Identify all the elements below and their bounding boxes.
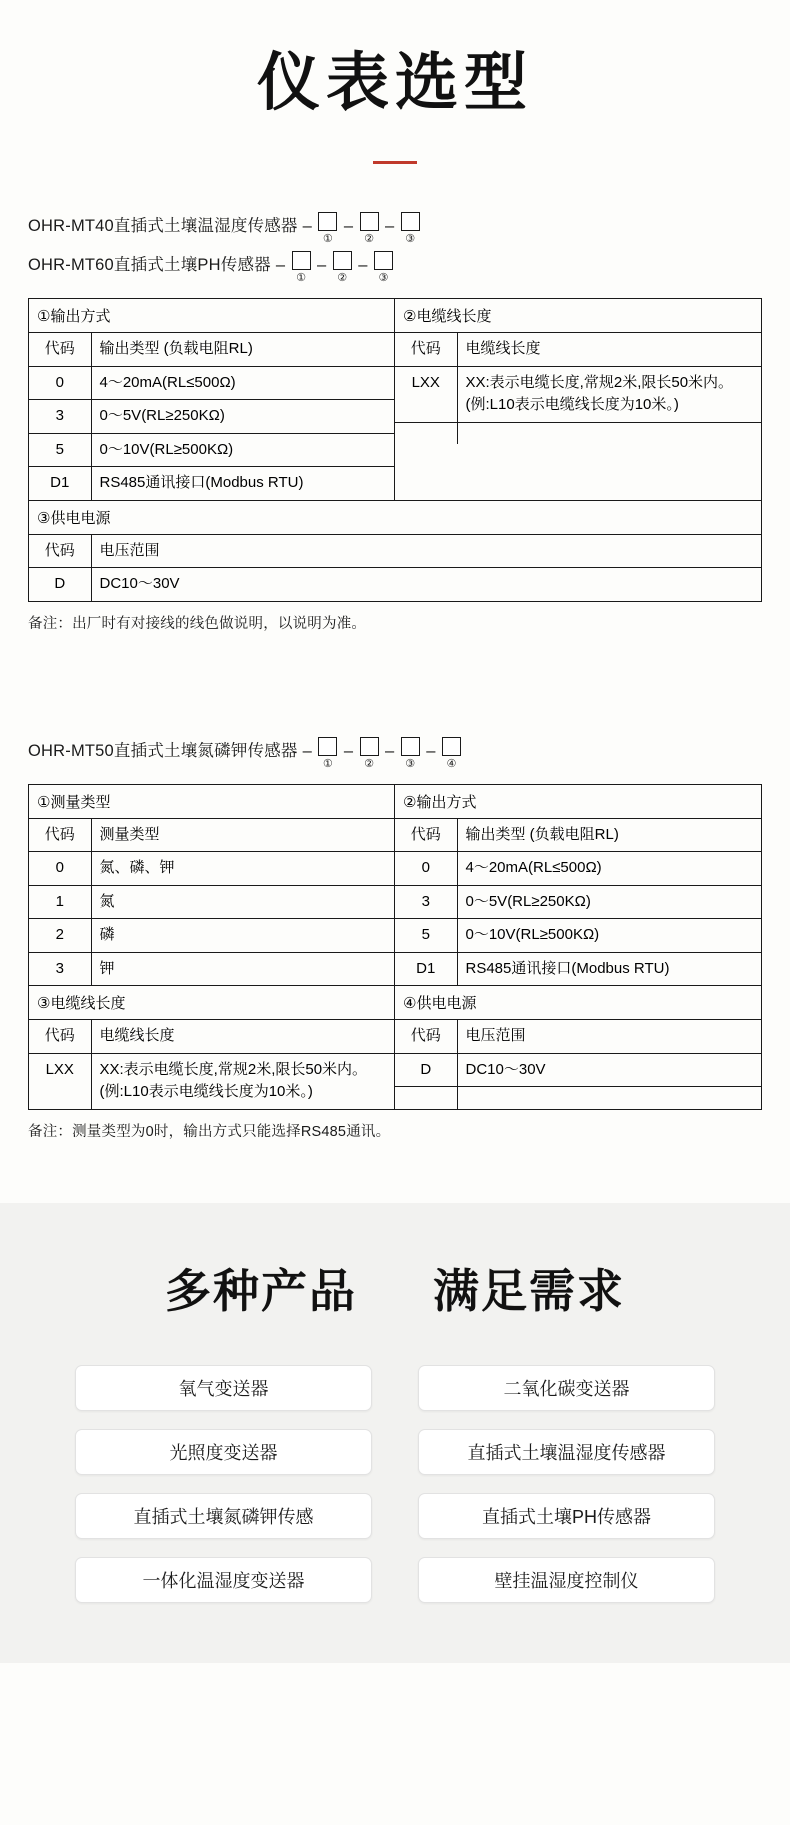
table-row xyxy=(395,1053,761,1087)
cell-code: 3 xyxy=(395,885,457,919)
table-row xyxy=(29,366,394,400)
model-slot[interactable] xyxy=(440,737,462,770)
slot-box[interactable] xyxy=(401,737,420,756)
header-code: 代码 xyxy=(395,819,457,852)
table-header-row xyxy=(395,1020,761,1053)
cell-value: DC10～30V xyxy=(457,1053,761,1087)
cell-value: DC10～30V xyxy=(99,575,180,593)
model-slot[interactable] xyxy=(372,251,394,284)
table-header-row xyxy=(395,819,761,852)
slot-box[interactable] xyxy=(318,212,337,231)
products-title-left: 多种产品 xyxy=(164,1263,357,1318)
table2-note: 备注：测量类型为0时，输出方式只能选择RS485通讯。 xyxy=(28,1123,391,1140)
title-divider xyxy=(373,161,417,164)
slot-number: ③ xyxy=(378,272,389,285)
cell-value: 0～5V(RL≥250KΩ) xyxy=(457,885,761,919)
slot-box[interactable] xyxy=(442,737,461,756)
slot-box[interactable] xyxy=(360,737,379,756)
header-voltage: 电压范围 xyxy=(457,1020,761,1053)
output-mode-table xyxy=(29,333,394,500)
slot-number: ② xyxy=(364,233,374,246)
cell-code: 3 xyxy=(29,952,91,985)
table-header-row xyxy=(29,819,394,852)
cell-code: 3 xyxy=(29,400,91,434)
model-code-line xyxy=(28,737,790,770)
dash-separator: – xyxy=(343,217,354,236)
model-slot[interactable] xyxy=(331,251,353,284)
table-header-row xyxy=(29,333,394,366)
cell-code: 0 xyxy=(29,366,91,400)
dash-separator: – xyxy=(385,741,395,760)
table1-top-panels xyxy=(29,299,761,500)
header-type: 输出类型 (负载电阻RL) xyxy=(91,333,394,366)
cell-code: 1 xyxy=(29,885,91,919)
table-row xyxy=(395,852,761,886)
slot-box[interactable] xyxy=(318,737,337,756)
dash-separator: – xyxy=(275,256,286,275)
slot-box[interactable] xyxy=(333,251,352,270)
panel-title: ②输出方式 xyxy=(395,785,761,819)
panel-title: ②电缆线长度 xyxy=(395,299,761,333)
product-item[interactable]: 直插式土壤温湿度传感器 xyxy=(418,1429,715,1475)
product-list xyxy=(75,1365,715,1603)
slot-number: ③ xyxy=(405,233,416,246)
header-length: 电缆线长度 xyxy=(91,1020,394,1053)
page-title: 仪表选型 xyxy=(257,46,533,119)
panel-title: ①测量类型 xyxy=(29,785,394,819)
power-supply-table xyxy=(29,535,761,601)
cell-value: RS485通讯接口(Modbus RTU) xyxy=(99,474,304,492)
cell-code: 0 xyxy=(395,852,457,886)
model-slot[interactable] xyxy=(399,737,421,770)
selection-table-2 xyxy=(28,784,762,1110)
model-slot[interactable] xyxy=(290,251,312,284)
filler-cell xyxy=(457,422,761,444)
filler-cell xyxy=(395,422,457,444)
product-item[interactable]: 光照度变送器 xyxy=(75,1429,372,1475)
filler-cell xyxy=(457,1087,761,1109)
cell-value: 4～20mA(RL≤500Ω) xyxy=(457,852,761,886)
table-row xyxy=(29,885,394,919)
header-code: 代码 xyxy=(395,333,457,366)
model-code-line xyxy=(28,212,790,245)
cell-code: D1 xyxy=(29,467,91,500)
table-row xyxy=(29,467,394,500)
cell-value: 钾 xyxy=(99,959,115,977)
model-slot-group xyxy=(271,251,395,284)
header-code: 代码 xyxy=(29,535,91,568)
table-row xyxy=(29,1053,394,1109)
cable-length-table xyxy=(395,333,761,444)
panel-output-mode xyxy=(29,299,395,500)
model-name: OHR-MT40直插式土壤温湿度传感器 xyxy=(28,217,298,236)
title-section xyxy=(0,0,790,164)
panel-title: ①输出方式 xyxy=(29,299,394,333)
cell-code: D xyxy=(29,568,91,601)
header-voltage: 电压范围 xyxy=(91,535,761,568)
panel-cable-length xyxy=(395,299,761,500)
product-item[interactable]: 壁挂温湿度控制仪 xyxy=(418,1557,715,1603)
panel-output-mode-2 xyxy=(395,785,761,986)
product-item[interactable]: 直插式土壤氮磷钾传感 xyxy=(75,1493,372,1539)
panel-cable-length-2 xyxy=(29,986,395,1109)
dash-separator: – xyxy=(343,741,354,760)
power-supply-table-2 xyxy=(395,1020,761,1109)
cell-value: XX:表示电缆长度,常规2米,限长50米内。(例:L10表示电缆线长度为10米。) xyxy=(99,1060,368,1101)
model-slot[interactable] xyxy=(317,212,339,245)
section-spacer xyxy=(0,633,790,689)
table-row xyxy=(29,952,394,985)
cell-value: 4～20mA(RL≤500Ω) xyxy=(91,366,394,400)
table-row xyxy=(29,568,761,601)
product-item[interactable]: 二氧化碳变送器 xyxy=(418,1365,715,1411)
table2-top-panels xyxy=(29,785,761,986)
panel-measure-type xyxy=(29,785,395,986)
dash-separator: – xyxy=(385,217,395,236)
cell-code: LXX xyxy=(29,1053,91,1109)
model-code-line xyxy=(28,251,790,284)
model-code-group-1 xyxy=(0,212,790,284)
header-code: 代码 xyxy=(29,333,91,366)
panel-power-supply-2 xyxy=(395,986,761,1109)
table-row xyxy=(395,885,761,919)
model-slot[interactable] xyxy=(317,737,339,770)
products-title-right: 满足需求 xyxy=(433,1263,626,1318)
header-length: 电缆线长度 xyxy=(457,333,761,366)
products-title xyxy=(0,1255,790,1321)
dash-separator: – xyxy=(302,741,312,760)
table-row xyxy=(395,952,761,985)
cell-code: 5 xyxy=(29,433,91,467)
table-header-row xyxy=(29,535,761,568)
cell-value: 0～10V(RL≥500KΩ) xyxy=(457,919,761,953)
panel-title: ③电缆线长度 xyxy=(29,986,394,1020)
slot-number: ② xyxy=(364,757,374,770)
cell-code: 2 xyxy=(29,919,91,953)
slot-number: ① xyxy=(322,233,333,246)
dash-separator: – xyxy=(302,217,312,236)
cell-value: 氮、磷、钾 xyxy=(91,852,394,886)
cell-code: D1 xyxy=(395,952,457,985)
header-code: 代码 xyxy=(29,819,91,852)
product-item[interactable]: 一体化温湿度变送器 xyxy=(75,1557,372,1603)
selection-table-1 xyxy=(28,298,762,602)
cell-code: 5 xyxy=(395,919,457,953)
table-row xyxy=(29,433,394,467)
table-row xyxy=(29,852,394,886)
product-item[interactable]: 直插式土壤PH传感器 xyxy=(418,1493,715,1539)
panel-title: ④供电电源 xyxy=(395,986,761,1020)
dash-separator: – xyxy=(317,256,327,275)
table-filler-row xyxy=(395,422,761,444)
products-section xyxy=(0,1203,790,1663)
cell-value: RS485通讯接口(Modbus RTU) xyxy=(465,959,670,977)
header-type: 输出类型 (负载电阻RL) xyxy=(457,819,761,852)
cell-value: 0～5V(RL≥250KΩ) xyxy=(91,400,394,434)
model-slot[interactable] xyxy=(399,212,421,245)
header-type: 测量类型 xyxy=(91,819,394,852)
table-header-row xyxy=(29,1020,394,1053)
panel-title: ③供电电源 xyxy=(29,501,761,535)
slot-number: ③ xyxy=(405,757,416,770)
dash-separator: – xyxy=(358,256,368,275)
cable-length-table-2 xyxy=(29,1020,394,1109)
slot-number: ④ xyxy=(446,757,457,770)
product-item[interactable]: 氧气变送器 xyxy=(75,1365,372,1411)
table-header-row xyxy=(395,333,761,366)
measure-type-table xyxy=(29,819,394,986)
table-row xyxy=(395,366,761,422)
cell-code: LXX xyxy=(395,366,457,422)
panel-power-supply xyxy=(29,501,761,601)
table2-bottom-panels xyxy=(29,986,761,1109)
slot-box[interactable] xyxy=(401,212,420,231)
model-slot[interactable] xyxy=(358,212,380,245)
model-slot-group xyxy=(298,737,463,770)
model-slot[interactable] xyxy=(358,737,380,770)
cell-value: XX:表示电缆长度,常规2米,限长50米内。(例:L10表示电缆线长度为10米。) xyxy=(457,366,761,422)
cell-code: D xyxy=(395,1053,457,1087)
slot-number: ② xyxy=(337,272,348,285)
slot-box[interactable] xyxy=(374,251,393,270)
model-slot-group xyxy=(298,212,422,245)
table-row xyxy=(29,400,394,434)
output-mode-table-2 xyxy=(395,819,761,986)
cell-value: 磷 xyxy=(91,919,394,953)
cell-code: 0 xyxy=(29,852,91,886)
cell-value: 0～10V(RL≥500KΩ) xyxy=(91,433,394,467)
cell-value: 氮 xyxy=(91,885,394,919)
slot-number: ① xyxy=(296,272,306,285)
slot-number: ① xyxy=(322,757,333,770)
model-name: OHR-MT50直插式土壤氮磷钾传感器 xyxy=(28,741,298,760)
table-row xyxy=(395,919,761,953)
filler-cell xyxy=(395,1087,457,1109)
model-code-group-2 xyxy=(0,737,790,770)
slot-box[interactable] xyxy=(360,212,379,231)
model-name: OHR-MT60直插式土壤PH传感器 xyxy=(28,256,271,275)
header-code: 代码 xyxy=(29,1020,91,1053)
dash-separator: – xyxy=(426,741,436,760)
table1-note: 备注：出厂时有对接线的线色做说明，以说明为准。 xyxy=(28,615,367,632)
slot-box[interactable] xyxy=(292,251,311,270)
header-code: 代码 xyxy=(395,1020,457,1053)
table-filler-row xyxy=(395,1087,761,1109)
table-row xyxy=(29,919,394,953)
